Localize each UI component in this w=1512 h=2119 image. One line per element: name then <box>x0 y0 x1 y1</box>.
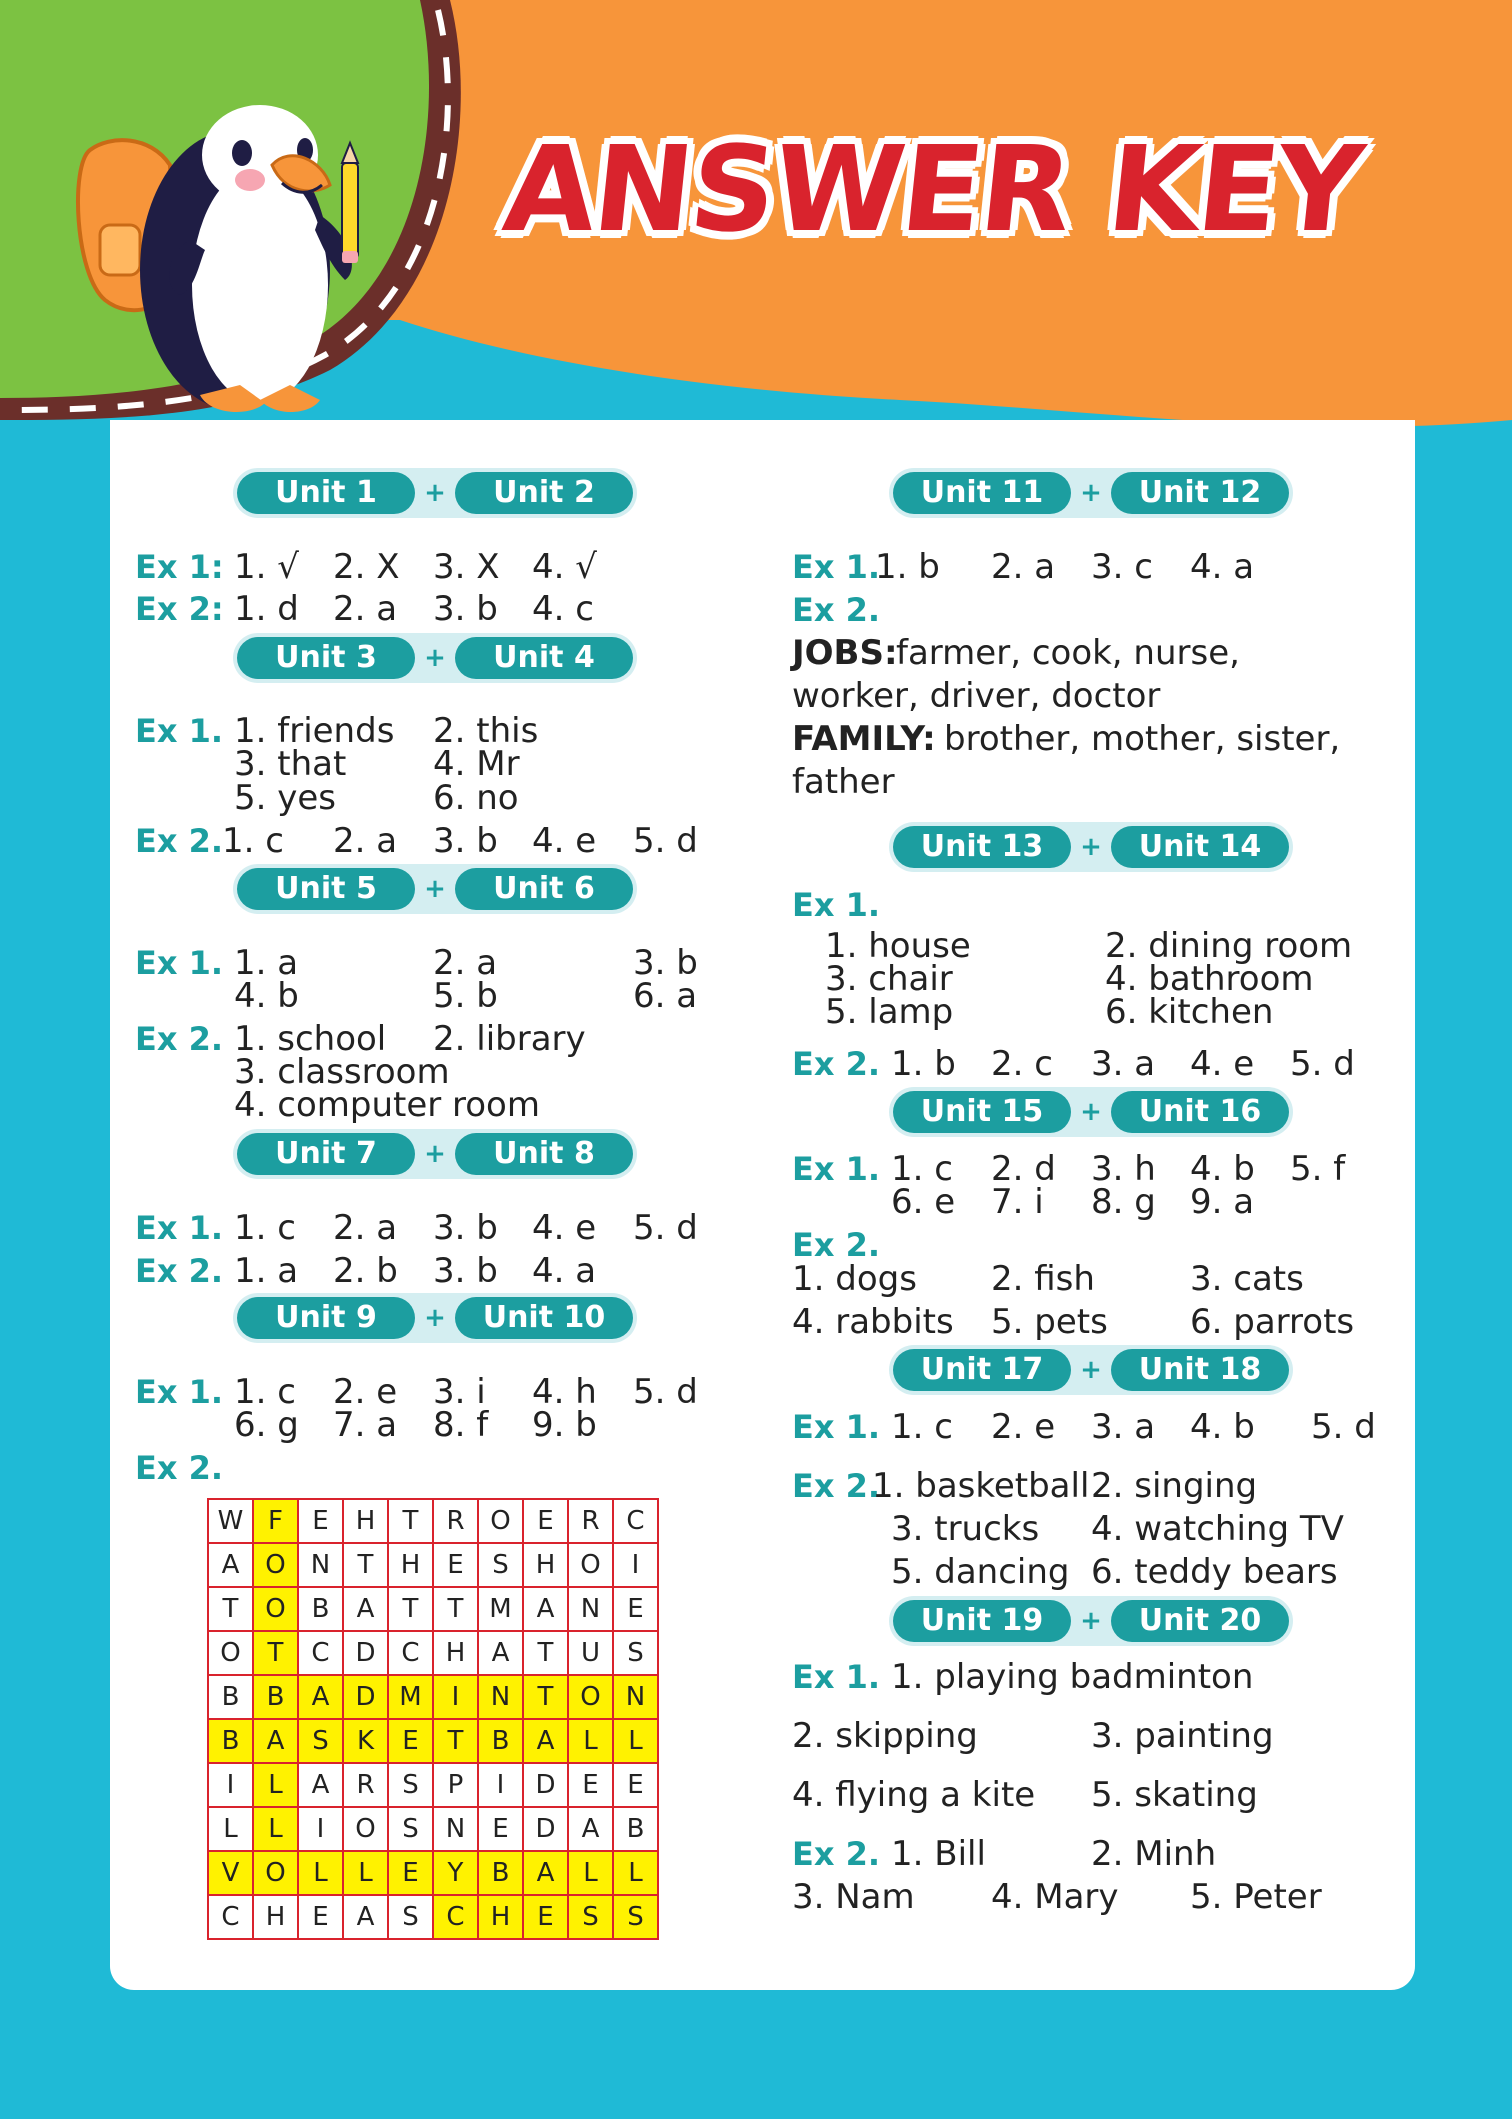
unit-11-12-header <box>889 468 1293 518</box>
grid-cell: O <box>478 1499 523 1543</box>
grid-cell: L <box>613 1719 658 1763</box>
answer: 4. computer room <box>234 1085 540 1125</box>
grid-cell: V <box>208 1851 253 1895</box>
grid-cell: E <box>298 1895 343 1939</box>
answer: 1. c <box>222 821 284 861</box>
grid-cell: O <box>253 1543 298 1587</box>
grid-cell: C <box>388 1631 433 1675</box>
grid-cell: T <box>523 1675 568 1719</box>
grid-cell: C <box>208 1895 253 1939</box>
answer: 6. g <box>234 1405 299 1445</box>
answer: father <box>792 762 895 802</box>
grid-cell: I <box>478 1763 523 1807</box>
grid-row <box>208 1499 658 1543</box>
grid-cell: H <box>343 1499 388 1543</box>
grid-cell: A <box>568 1807 613 1851</box>
unit-label: Unit 8 <box>455 1133 633 1175</box>
answer: 3. c <box>1091 547 1153 587</box>
grid-cell: S <box>568 1895 613 1939</box>
answer: 4. e <box>532 1208 597 1248</box>
grid-cell: O <box>253 1851 298 1895</box>
grid-cell: B <box>253 1675 298 1719</box>
answer: 7. a <box>333 1405 398 1445</box>
exercise-label: Ex 2. <box>792 591 881 629</box>
grid-cell: U <box>568 1631 613 1675</box>
grid-cell: T <box>523 1631 568 1675</box>
answer: 3. cats <box>1190 1259 1304 1299</box>
plus-sign: + <box>1080 478 1102 508</box>
grid-cell: F <box>253 1499 298 1543</box>
answer: 1. d <box>234 589 299 629</box>
grid-cell: E <box>613 1587 658 1631</box>
grid-cell: Y <box>433 1851 478 1895</box>
answer: 2. dining room <box>1105 926 1353 966</box>
grid-row <box>208 1587 658 1631</box>
grid-cell: E <box>613 1763 658 1807</box>
answer: 5. b <box>433 976 498 1016</box>
grid-cell: B <box>478 1719 523 1763</box>
grid-cell: S <box>388 1763 433 1807</box>
answer: 1. c <box>234 1208 296 1248</box>
grid-cell: L <box>613 1851 658 1895</box>
answer: 2. a <box>333 821 398 861</box>
exercise-label: Ex 2. <box>792 1045 881 1083</box>
answer: 5. pets <box>991 1302 1108 1342</box>
unit-label: Unit 5 <box>237 868 415 910</box>
answer: 6. a <box>633 976 698 1016</box>
grid-cell: H <box>253 1895 298 1939</box>
answer: 4. bathroom <box>1105 959 1314 999</box>
grid-cell: T <box>253 1631 298 1675</box>
grid-cell: B <box>208 1675 253 1719</box>
answer: 5. d <box>633 1208 698 1248</box>
answer: 1. √ <box>234 547 299 587</box>
plus-sign: + <box>424 478 446 508</box>
exercise-label: Ex 2. <box>135 1449 224 1487</box>
answer: 4. a <box>532 1251 597 1291</box>
answer: 9. a <box>1190 1182 1255 1222</box>
grid-cell: O <box>208 1631 253 1675</box>
grid-cell: E <box>388 1851 433 1895</box>
grid-row <box>208 1543 658 1587</box>
grid-cell: T <box>433 1587 478 1631</box>
answer: 2. library <box>433 1019 586 1059</box>
grid-cell: L <box>298 1851 343 1895</box>
answer: 3. that <box>234 744 347 784</box>
answer: brother, mother, sister, <box>944 719 1341 759</box>
grid-cell: N <box>478 1675 523 1719</box>
plus-sign: + <box>1080 1097 1102 1127</box>
grid-cell: L <box>253 1807 298 1851</box>
grid-cell: O <box>568 1543 613 1587</box>
answer: 4. e <box>532 821 597 861</box>
answer: 3. h <box>1091 1149 1156 1189</box>
grid-cell: E <box>478 1807 523 1851</box>
answer: 3. a <box>1091 1407 1156 1447</box>
answer: 4. Mr <box>433 744 520 784</box>
answer: 2. a <box>333 589 398 629</box>
answer: farmer, cook, nurse, <box>896 633 1240 673</box>
answer: 1. c <box>234 1372 296 1412</box>
plus-sign: + <box>1080 1355 1102 1385</box>
unit-15-16-header <box>889 1087 1293 1137</box>
grid-cell: S <box>613 1631 658 1675</box>
grid-cell: S <box>478 1543 523 1587</box>
exercise-label: Ex 2. <box>792 1467 881 1505</box>
grid-cell: I <box>208 1763 253 1807</box>
answer: 3. b <box>633 943 698 983</box>
grid-row <box>208 1675 658 1719</box>
answer: 6. e <box>891 1182 956 1222</box>
grid-cell: H <box>523 1543 568 1587</box>
grid-cell: D <box>523 1763 568 1807</box>
answer: 4. b <box>1190 1149 1255 1189</box>
answer: 5. skating <box>1091 1775 1258 1815</box>
answer: 5. Peter <box>1190 1877 1322 1917</box>
answer: 2. this <box>433 711 539 751</box>
grid-cell: O <box>568 1675 613 1719</box>
answer: 4. Mary <box>991 1877 1119 1917</box>
grid-cell: N <box>613 1675 658 1719</box>
grid-cell: A <box>298 1675 343 1719</box>
grid-cell: M <box>388 1675 433 1719</box>
plus-sign: + <box>424 1303 446 1333</box>
unit-1-2-header <box>233 468 637 518</box>
answer: 1. b <box>891 1044 956 1084</box>
unit-label: Unit 1 <box>237 472 415 514</box>
unit-label: Unit 7 <box>237 1133 415 1175</box>
answer: 4. b <box>1190 1407 1255 1447</box>
answer: 3. i <box>433 1372 486 1412</box>
grid-cell: O <box>253 1587 298 1631</box>
grid-cell: B <box>613 1807 658 1851</box>
unit-label: Unit 12 <box>1111 472 1289 514</box>
grid-cell: T <box>388 1587 433 1631</box>
answer: 2. d <box>991 1149 1056 1189</box>
grid-cell: B <box>478 1851 523 1895</box>
answer: 1. playing badminton <box>891 1657 1254 1697</box>
grid-cell: L <box>343 1851 388 1895</box>
exercise-label: Ex 1. <box>135 1209 224 1247</box>
word-search-grid <box>207 1498 659 1940</box>
answer: 5. d <box>1290 1044 1355 1084</box>
grid-cell: R <box>343 1763 388 1807</box>
answer: 5. d <box>633 1372 698 1412</box>
grid-cell: C <box>613 1499 658 1543</box>
answer: 1. friends <box>234 711 395 751</box>
answer: 2. e <box>333 1372 398 1412</box>
answer: 3. b <box>433 821 498 861</box>
answer: 4. √ <box>532 547 597 587</box>
answer: 1. b <box>875 547 940 587</box>
grid-cell: L <box>253 1763 298 1807</box>
answer: 2. b <box>333 1251 398 1291</box>
unit-label: Unit 15 <box>893 1091 1071 1133</box>
plus-sign: + <box>424 643 446 673</box>
answer: 4. e <box>1190 1044 1255 1084</box>
answer: 2. singing <box>1091 1466 1258 1506</box>
answer: 5. dancing <box>891 1552 1070 1592</box>
answer: 6. parrots <box>1190 1302 1355 1342</box>
grid-cell: A <box>478 1631 523 1675</box>
unit-label: Unit 9 <box>237 1297 415 1339</box>
answer: 4. b <box>234 976 299 1016</box>
answer: 2. skipping <box>792 1716 978 1756</box>
grid-cell: H <box>478 1895 523 1939</box>
grid-cell: E <box>388 1719 433 1763</box>
unit-7-8-header <box>233 1129 637 1179</box>
plus-sign: + <box>1080 1606 1102 1636</box>
grid-cell: T <box>388 1499 433 1543</box>
unit-label: Unit 18 <box>1111 1349 1289 1391</box>
unit-label: Unit 6 <box>455 868 633 910</box>
answer: 3. trucks <box>891 1509 1040 1549</box>
grid-cell: A <box>523 1719 568 1763</box>
answer: 4. flying a kite <box>792 1775 1036 1815</box>
unit-label: Unit 19 <box>893 1600 1071 1642</box>
exercise-label: Ex 2. <box>135 1252 224 1290</box>
grid-cell: E <box>523 1499 568 1543</box>
exercise-label: Ex 2. <box>792 1226 881 1264</box>
jobs-label: JOBS: <box>792 633 898 673</box>
answer: 4. c <box>532 589 594 629</box>
answer: 2. e <box>991 1407 1056 1447</box>
unit-label: Unit 11 <box>893 472 1071 514</box>
answer: 3. b <box>433 1208 498 1248</box>
answer: 1. house <box>825 926 971 966</box>
grid-cell: A <box>298 1763 343 1807</box>
grid-cell: O <box>343 1807 388 1851</box>
grid-row <box>208 1807 658 1851</box>
grid-cell: S <box>388 1807 433 1851</box>
exercise-label: Ex 1. <box>135 944 224 982</box>
answer: 3. b <box>433 1251 498 1291</box>
grid-cell: R <box>433 1499 478 1543</box>
answer: 3. X <box>433 547 500 587</box>
unit-13-14-header <box>889 822 1293 872</box>
grid-cell: D <box>343 1631 388 1675</box>
answer: 1. basketball <box>872 1466 1090 1506</box>
grid-row <box>208 1631 658 1675</box>
answer: 5. lamp <box>825 992 954 1032</box>
grid-cell: W <box>208 1499 253 1543</box>
unit-label: Unit 13 <box>893 826 1071 868</box>
grid-cell: A <box>343 1587 388 1631</box>
answer: 2. Minh <box>1091 1834 1217 1874</box>
family-label: FAMILY: <box>792 719 936 759</box>
grid-cell: H <box>388 1543 433 1587</box>
grid-cell: E <box>433 1543 478 1587</box>
unit-label: Unit 14 <box>1111 826 1289 868</box>
unit-17-18-header <box>889 1345 1293 1395</box>
grid-cell: I <box>613 1543 658 1587</box>
grid-cell: E <box>298 1499 343 1543</box>
answer: 1. c <box>891 1407 953 1447</box>
exercise-label: Ex 1. <box>792 1408 881 1446</box>
answer: 1. c <box>891 1149 953 1189</box>
answer: 1. dogs <box>792 1259 917 1299</box>
answer: 5. d <box>633 821 698 861</box>
grid-row <box>208 1763 658 1807</box>
answer: 2. a <box>991 547 1056 587</box>
answer: 2. fish <box>991 1259 1095 1299</box>
grid-cell: D <box>343 1675 388 1719</box>
answer: 3. classroom <box>234 1052 450 1092</box>
unit-label: Unit 10 <box>455 1297 633 1339</box>
answer: 8. f <box>433 1405 489 1445</box>
unit-label: Unit 4 <box>455 637 633 679</box>
unit-3-4-header <box>233 633 637 683</box>
grid-cell: R <box>568 1499 613 1543</box>
unit-label: Unit 2 <box>455 472 633 514</box>
answer: 6. no <box>433 778 519 818</box>
penguin-mascot-icon <box>60 55 390 425</box>
grid-row <box>208 1895 658 1939</box>
grid-cell: L <box>568 1719 613 1763</box>
grid-cell: S <box>388 1895 433 1939</box>
grid-cell: L <box>208 1807 253 1851</box>
grid-cell: S <box>298 1719 343 1763</box>
answer: 6. kitchen <box>1105 992 1274 1032</box>
grid-cell: L <box>568 1851 613 1895</box>
answer: 2. X <box>333 547 400 587</box>
exercise-label: Ex 1: <box>135 548 224 586</box>
answer: 4. rabbits <box>792 1302 954 1342</box>
exercise-label: Ex 1. <box>792 1150 881 1188</box>
grid-cell: C <box>433 1895 478 1939</box>
answer: 8. g <box>1091 1182 1156 1222</box>
grid-cell: I <box>298 1807 343 1851</box>
exercise-label: Ex 1. <box>792 886 881 924</box>
grid-cell: B <box>208 1719 253 1763</box>
exercise-label: Ex 1. <box>135 712 224 750</box>
unit-label: Unit 3 <box>237 637 415 679</box>
answer: 9. b <box>532 1405 597 1445</box>
exercise-label: Ex 2. <box>135 822 224 860</box>
grid-cell: T <box>208 1587 253 1631</box>
grid-cell: A <box>343 1895 388 1939</box>
page-title: ANSWER KEY <box>497 120 1368 258</box>
unit-19-20-header <box>889 1596 1293 1646</box>
grid-cell: N <box>433 1807 478 1851</box>
grid-cell: T <box>343 1543 388 1587</box>
grid-cell: P <box>433 1763 478 1807</box>
answer: 4. a <box>1190 547 1255 587</box>
grid-row <box>208 1851 658 1895</box>
answer: 5. f <box>1290 1149 1346 1189</box>
grid-cell: I <box>433 1675 478 1719</box>
answer: 6. teddy bears <box>1091 1552 1338 1592</box>
answer: worker, driver, doctor <box>792 676 1161 716</box>
answer: 1. Bill <box>891 1834 986 1874</box>
grid-cell: A <box>523 1851 568 1895</box>
answer: 3. b <box>433 589 498 629</box>
grid-cell: N <box>298 1543 343 1587</box>
grid-row <box>208 1719 658 1763</box>
plus-sign: + <box>424 1139 446 1169</box>
grid-cell: A <box>523 1587 568 1631</box>
grid-cell: K <box>343 1719 388 1763</box>
unit-9-10-header <box>233 1293 637 1343</box>
answer: 4. h <box>532 1372 597 1412</box>
grid-cell: E <box>568 1763 613 1807</box>
answer: 1. school <box>234 1019 387 1059</box>
unit-5-6-header <box>233 864 637 914</box>
answer: 5. d <box>1311 1407 1376 1447</box>
answer: 7. i <box>991 1182 1044 1222</box>
answer: 2. a <box>333 1208 398 1248</box>
grid-cell: H <box>433 1631 478 1675</box>
grid-cell: E <box>523 1895 568 1939</box>
answer: 3. chair <box>825 959 953 999</box>
answer: 3. painting <box>1091 1716 1274 1756</box>
exercise-label: Ex 1. <box>792 1658 881 1696</box>
exercise-label: Ex 2. <box>792 1835 881 1873</box>
exercise-label: Ex 2: <box>135 590 224 628</box>
grid-cell: D <box>523 1807 568 1851</box>
grid-cell: C <box>298 1631 343 1675</box>
answer: 1. a <box>234 1251 299 1291</box>
answer: 3. a <box>1091 1044 1156 1084</box>
exercise-label: Ex 2. <box>135 1020 224 1058</box>
unit-label: Unit 20 <box>1111 1600 1289 1642</box>
grid-cell: A <box>208 1543 253 1587</box>
grid-cell: A <box>253 1719 298 1763</box>
plus-sign: + <box>424 874 446 904</box>
grid-cell: B <box>298 1587 343 1631</box>
grid-cell: T <box>433 1719 478 1763</box>
exercise-label: Ex 1. <box>135 1373 224 1411</box>
unit-label: Unit 17 <box>893 1349 1071 1391</box>
answer: 2. a <box>433 943 498 983</box>
grid-cell: M <box>478 1587 523 1631</box>
grid-cell: N <box>568 1587 613 1631</box>
unit-label: Unit 16 <box>1111 1091 1289 1133</box>
answer: 5. yes <box>234 778 336 818</box>
answer: 4. watching TV <box>1091 1509 1344 1549</box>
answer: 1. a <box>234 943 299 983</box>
answer: 2. c <box>991 1044 1053 1084</box>
answer: 3. Nam <box>792 1877 915 1917</box>
exercise-label: Ex 1. <box>792 548 881 586</box>
grid-cell: S <box>613 1895 658 1939</box>
plus-sign: + <box>1080 832 1102 862</box>
